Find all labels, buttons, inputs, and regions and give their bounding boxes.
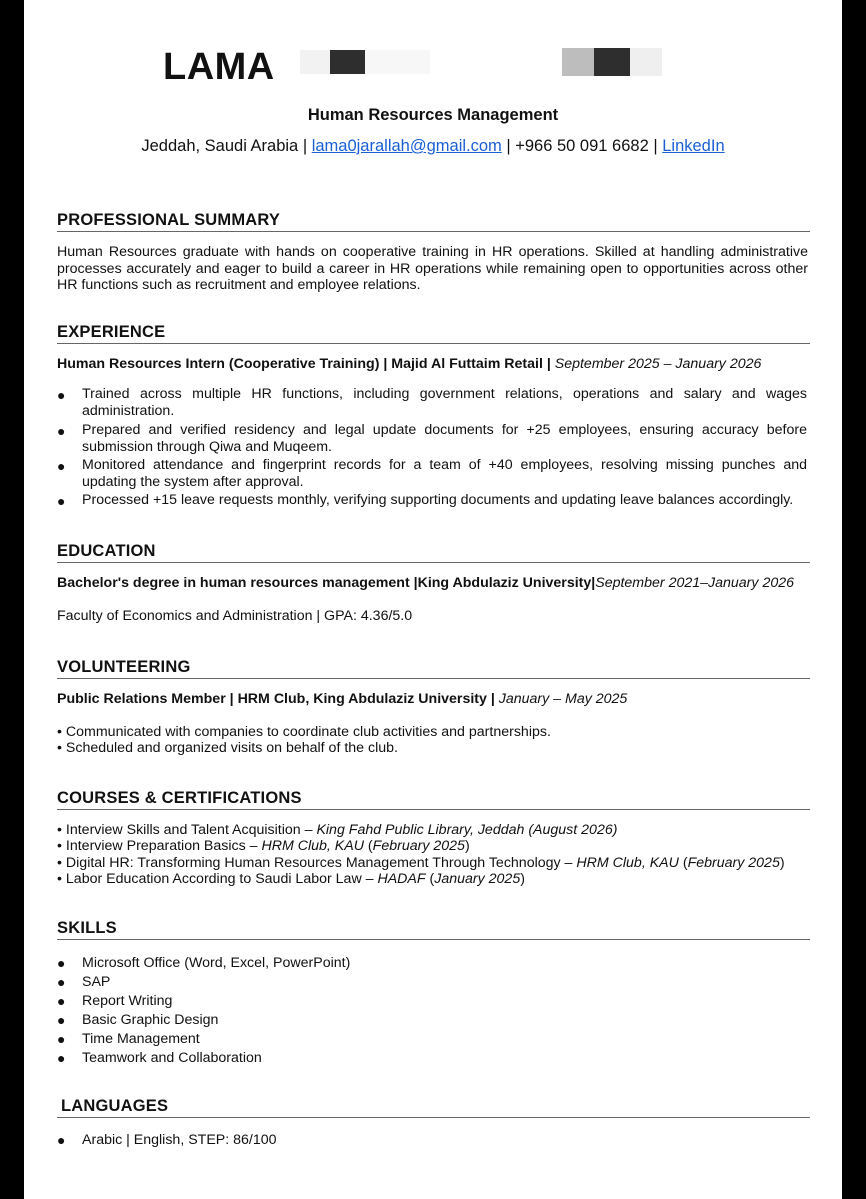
experience-bullet: Monitored attendance and fingerprint records for a team of +40 employees, resolving missing punches and updating the system after approval. xyxy=(82,457,807,490)
volunteering-bullet: • Communicated with companies to coordinate club activities and partnerships. xyxy=(57,724,551,740)
phone: +966 50 091 6682 xyxy=(515,137,649,155)
skill-item: Report Writing xyxy=(82,993,173,1009)
bullet-marker: ● xyxy=(57,1031,66,1047)
course-item xyxy=(57,871,525,887)
course-item xyxy=(57,822,617,838)
experience-dates: September 2025 – January 2026 xyxy=(554,356,762,372)
experience-role-line xyxy=(57,356,761,372)
experience-bullet: Trained across multiple HR functions, including government relations, operations and salary and wages administration. xyxy=(82,386,807,419)
location: Jeddah, Saudi Arabia xyxy=(141,137,299,155)
course-title: • Digital HR: Transforming Human Resources Management Through Technology – xyxy=(57,855,577,871)
section-heading-skills: SKILLS xyxy=(57,919,117,937)
course-issuer: King Fahd Public Library, Jeddah (August 2026) xyxy=(316,822,618,838)
paren: ( xyxy=(678,855,688,871)
resume-page xyxy=(24,0,842,1199)
course-date: January 2025 xyxy=(434,871,521,887)
course-title: • Labor Education According to Saudi Labor Law – xyxy=(57,871,378,887)
bullet-marker: ● xyxy=(57,423,66,439)
experience-bullet: Prepared and verified residency and legal update documents for +25 employees, ensuring accuracy before submission through Qiwa and Muqeem. xyxy=(82,422,807,455)
course-date: February 2025 xyxy=(372,838,465,854)
separator: | xyxy=(501,137,516,155)
education-detail: Faculty of Economics and Administration | GPA: 4.36/5.0 xyxy=(57,608,413,624)
course-title: • Interview Skills and Talent Acquisition – xyxy=(57,822,317,838)
bullet-marker: ● xyxy=(57,955,66,971)
separator: | xyxy=(648,137,663,155)
section-heading-volunteering: VOLUNTEERING xyxy=(57,658,191,676)
section-divider xyxy=(57,1117,810,1118)
professional-title: Human Resources Management xyxy=(307,106,559,124)
course-item xyxy=(57,838,470,854)
bullet-marker: ● xyxy=(57,974,66,990)
section-divider xyxy=(57,343,810,344)
bullet-marker: ● xyxy=(57,1132,66,1148)
section-divider xyxy=(57,231,810,232)
bullet-marker: ● xyxy=(57,993,66,1009)
contact-line xyxy=(24,137,842,156)
skill-item: Time Management xyxy=(82,1031,200,1047)
paren: ( xyxy=(363,838,373,854)
section-heading-summary: PROFESSIONAL SUMMARY xyxy=(57,211,281,229)
redacted-surname xyxy=(300,46,430,78)
bullet-marker: ● xyxy=(57,1050,66,1066)
summary-text: Human Resources graduate with hands on cooperative training in HR operations. Skilled at handling administrative processes accurately and eager to build a career in HR operations while remaining open to opportunities across other HR functions such as recruitment and employee relations. xyxy=(57,244,808,293)
section-divider xyxy=(57,678,810,679)
language-item: Arabic | English, STEP: 86/100 xyxy=(82,1132,277,1148)
paren: ) xyxy=(520,871,525,887)
education-dates: September 2021–January 2026 xyxy=(595,575,795,591)
volunteering-role: Public Relations Member | HRM Club, King Abdulaziz University | xyxy=(57,691,499,707)
section-heading-languages: LANGUAGES xyxy=(61,1097,169,1115)
education-degree: Bachelor's degree in human resources management |King Abdulaziz University| xyxy=(57,575,596,591)
volunteering-role-line xyxy=(57,691,627,707)
volunteering-dates: January – May 2025 xyxy=(498,691,628,707)
education-degree-line xyxy=(57,575,794,591)
bullet-marker: ● xyxy=(57,493,66,509)
skill-item: Basic Graphic Design xyxy=(82,1012,219,1028)
experience-role: Human Resources Intern (Cooperative Training) | Majid Al Futtaim Retail | xyxy=(57,356,555,372)
course-issuer: HRM Club, KAU xyxy=(261,838,364,854)
candidate-name: LAMA xyxy=(163,46,275,88)
linkedin-link[interactable]: LinkedIn xyxy=(662,137,725,155)
section-divider xyxy=(57,562,810,563)
skill-item: Microsoft Office (Word, Excel, PowerPoint) xyxy=(82,955,351,971)
separator: | xyxy=(298,137,312,155)
section-heading-education: EDUCATION xyxy=(57,542,156,560)
skill-item: SAP xyxy=(82,974,111,990)
volunteering-bullet: • Scheduled and organized visits on behalf of the club. xyxy=(57,740,398,756)
paren: ( xyxy=(425,871,435,887)
skill-item: Teamwork and Collaboration xyxy=(82,1050,262,1066)
course-title: • Interview Preparation Basics – xyxy=(57,838,262,854)
section-heading-experience: EXPERIENCE xyxy=(57,323,166,341)
section-heading-courses: COURSES & CERTIFICATIONS xyxy=(57,789,302,807)
email-link[interactable]: lama0jarallah@gmail.com xyxy=(311,137,502,155)
redacted-family-name xyxy=(562,46,662,78)
course-issuer: HADAF xyxy=(377,871,426,887)
bullet-marker: ● xyxy=(57,458,66,474)
course-issuer: HRM Club, KAU xyxy=(576,855,679,871)
course-item xyxy=(57,855,785,871)
bullet-marker: ● xyxy=(57,387,66,403)
section-divider xyxy=(57,939,810,940)
bullet-marker: ● xyxy=(57,1012,66,1028)
course-date: February 2025 xyxy=(687,855,780,871)
paren: ) xyxy=(464,838,470,854)
paren: ) xyxy=(779,855,785,871)
experience-bullet: Processed +15 leave requests monthly, verifying supporting documents and updating leave balances accordingly. xyxy=(82,492,794,508)
section-divider xyxy=(57,809,810,810)
